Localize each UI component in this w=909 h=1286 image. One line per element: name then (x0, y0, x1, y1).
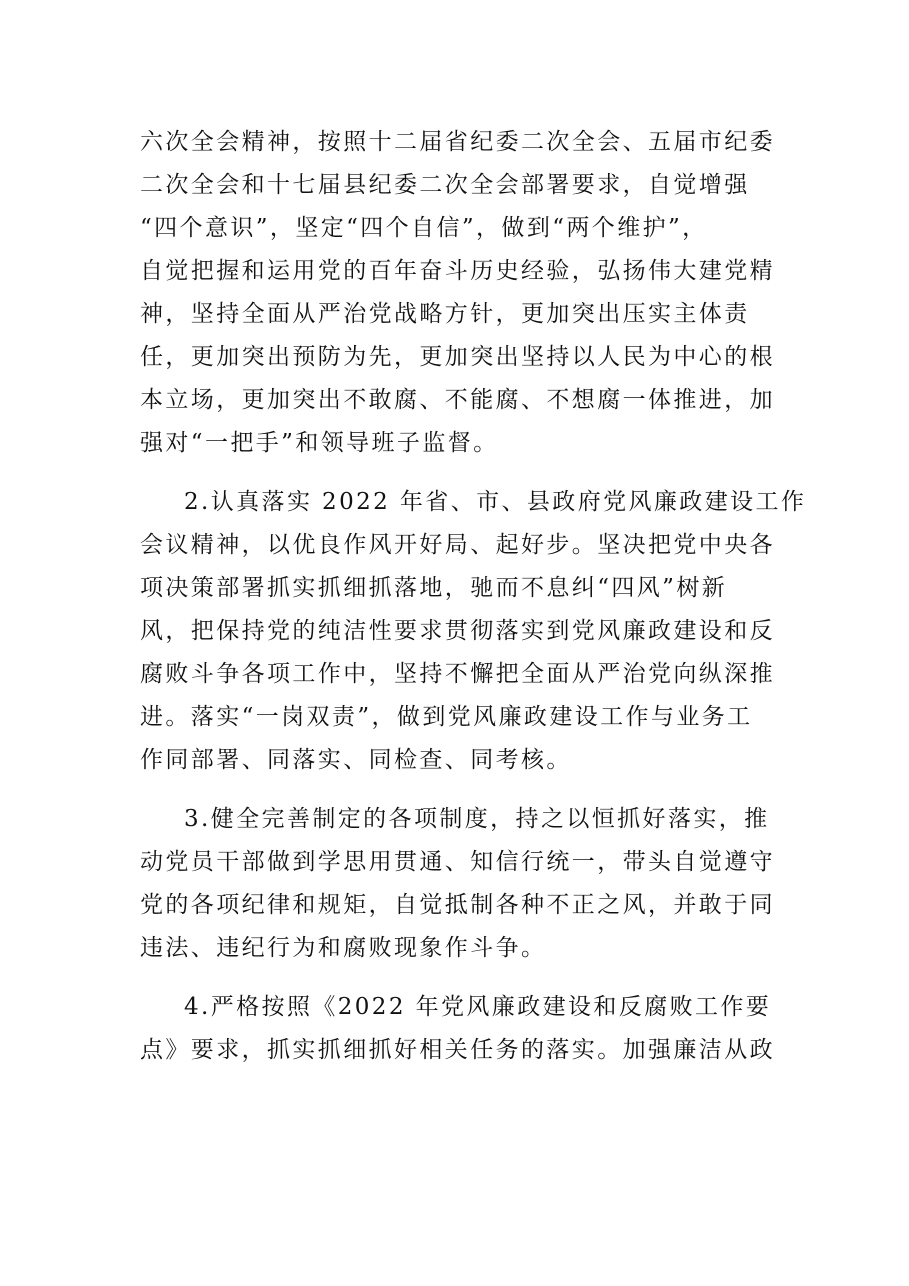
text-line: 神，坚持全面从严治党战略方针，更加突出压实主体责 (140, 301, 750, 327)
text-line: 点》要求，抓实抓细抓好相关任务的落实。加强廉洁从政 (140, 1037, 775, 1063)
paragraph-item-2 (140, 481, 807, 782)
text-line: 本立场，更加突出不敢腐、不能腐、不想腐一体推进，加 (140, 387, 775, 413)
document-body (140, 121, 807, 1072)
text-line: 作同部署、同落实、同检查、同考核。 (140, 747, 572, 773)
text-line: “四个意识”，坚定“四个自信”，做到“两个维护”， (140, 215, 708, 241)
paragraph-1-continuation (140, 121, 780, 465)
text-line: 风，把保持党的纯洁性要求贯彻落实到党风廉政建设和反 (140, 618, 775, 644)
text-line: 违法、违纪行为和腐败现象作斗争。 (140, 935, 547, 961)
text-line: 2.认真落实 2022 年省、市、县政府党风廉政建设工作 (184, 489, 807, 515)
text-line: 强对“一把手”和领导班子监督。 (140, 430, 499, 456)
text-line: 任，更加突出预防为先，更加突出坚持以人民为中心的根 (140, 344, 775, 370)
paragraph-spacer (140, 782, 780, 798)
paragraph-item-3 (140, 798, 780, 970)
paragraph-spacer (140, 465, 780, 481)
text-line: 进。落实“一岗双责”，做到党风廉政建设工作与业务工 (140, 704, 753, 730)
paragraph-spacer (140, 970, 780, 986)
text-line: 3.健全完善制定的各项制度，持之以恒抓好落实，推 (184, 806, 770, 832)
text-line: 会议精神，以优良作风开好局、起好步。坚决把党中央各 (140, 532, 775, 558)
text-line: 4.严格按照《2022 年党风廉政建设和反腐败工作要 (184, 994, 772, 1020)
text-line: 自觉把握和运用党的百年奋斗历史经验，弘扬伟大建党精 (140, 258, 775, 284)
text-line: 六次全会精神，按照十二届省纪委二次全会、五届市纪委 (140, 129, 775, 155)
text-line: 党的各项纪律和规矩，自觉抵制各种不正之风，并敢于同 (140, 892, 775, 918)
text-line: 二次全会和十七届县纪委二次全会部署要求，自觉增强 (140, 172, 750, 198)
text-line: 腐败斗争各项工作中，坚持不懈把全面从严治党向纵深推 (140, 661, 775, 687)
text-line: 动党员干部做到学思用贯通、知信行统一，带头自觉遵守 (140, 849, 775, 875)
text-line: 项决策部署抓实抓细抓落地，驰而不息纠“四风”树新 (140, 575, 728, 601)
paragraph-item-4 (140, 986, 780, 1072)
